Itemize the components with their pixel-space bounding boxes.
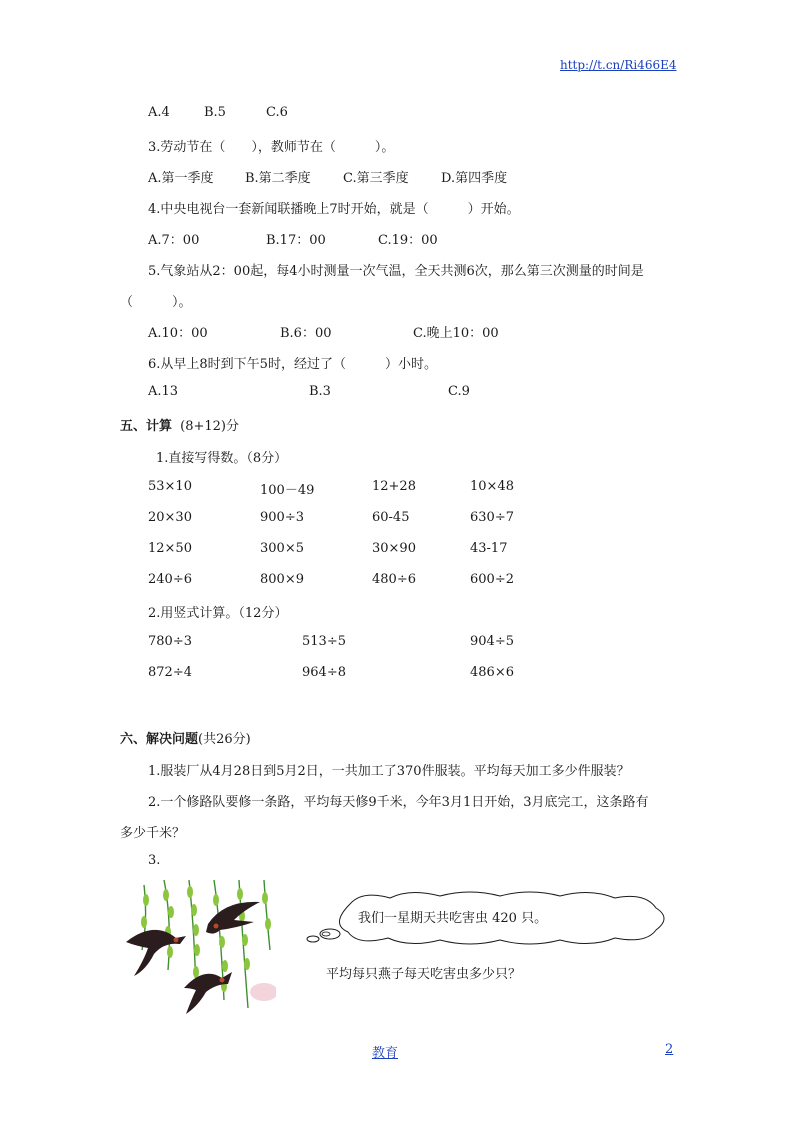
option-b: B.第二季度 [245, 171, 311, 186]
question-4: 4.中央电视台一套新闻联播晚上7时开始，就是（ ）开始。 [148, 202, 520, 217]
part-1-title: 1.直接写得数。（8分） [156, 451, 288, 466]
vertical-calc-item: 486×6 [470, 665, 514, 680]
calc-item: 630÷7 [470, 510, 514, 525]
swallows-illustration [124, 880, 276, 1015]
option-d: D.第四季度 [441, 171, 508, 186]
page-number[interactable]: 2 [665, 1042, 674, 1057]
option-b: B.6：00 [280, 326, 332, 341]
part-2-title: 2.用竖式计算。（12分） [148, 606, 288, 621]
problem-1: 1.服装厂从4月28日到5月2日，一共加工了370件服装。平均每天加工多少件服装？ [148, 764, 630, 779]
question-6: 6.从早上8时到下午5时，经过了（ ）小时。 [148, 357, 437, 372]
problem-2-line2: 多少千米？ [120, 826, 186, 841]
section-score: (8+12)分 [180, 419, 240, 434]
section-title: 五、计算 [120, 419, 173, 434]
option-b: B.17：00 [266, 233, 326, 248]
problem-3-label: 3. [148, 853, 161, 868]
option-c: C.晚上10：00 [413, 326, 499, 341]
calc-item: 800×9 [260, 572, 304, 587]
option-a: A.10：00 [148, 326, 208, 341]
calc-item: 12×50 [148, 541, 192, 556]
option-a: A.7：00 [148, 233, 200, 248]
section-score: (共26分) [198, 732, 251, 747]
calc-item: 300×5 [260, 541, 304, 556]
problem-2-line1: 2.一个修路队要修一条路，平均每天修9千米，今年3月1日开始，3月底完工，这条路有 [148, 795, 649, 810]
calc-item: 30×90 [372, 541, 416, 556]
calc-item: 600÷2 [470, 572, 514, 587]
calc-item: 20×30 [148, 510, 192, 525]
calc-item: 240÷6 [148, 572, 192, 587]
calc-item: 900÷3 [260, 510, 304, 525]
option-a: A.13 [148, 384, 179, 399]
calc-item: 10×48 [470, 479, 514, 494]
calc-item: 60-45 [372, 510, 410, 525]
problem-3-question: 平均每只燕子每天吃害虫多少只？ [326, 967, 522, 982]
question-3: 3.劳动节在（ ），教师节在（ ）。 [148, 140, 395, 155]
footer-link[interactable]: 教育 [372, 1046, 399, 1061]
vertical-calc-item: 780÷3 [148, 634, 192, 649]
option-c: C.6 [266, 105, 288, 120]
vertical-calc-item: 964÷8 [302, 665, 346, 680]
calc-item: 100－49 [260, 483, 315, 498]
question-5-line2: （ ）。 [120, 295, 192, 310]
option-a: A.第一季度 [148, 171, 214, 186]
vertical-calc-item: 513÷5 [302, 634, 346, 649]
option-c: C.第三季度 [343, 171, 409, 186]
option-c: C.9 [448, 384, 470, 399]
vertical-calc-item: 904÷5 [470, 634, 514, 649]
option-c: C.19：00 [378, 233, 438, 248]
option-b: B.5 [204, 105, 226, 120]
vertical-calc-item: 872÷4 [148, 665, 192, 680]
option-a: A.4 [148, 105, 170, 120]
calc-item: 12+28 [372, 479, 416, 494]
cloud-text: 我们一星期天共吃害虫 420 只。 [358, 911, 548, 926]
calc-item: 43-17 [470, 541, 508, 556]
calc-item: 53×10 [148, 479, 192, 494]
section-5-heading [120, 415, 239, 434]
header-url-link[interactable]: http://t.cn/Ri466E4 [560, 58, 677, 72]
calc-item: 480÷6 [372, 572, 416, 587]
option-b: B.3 [309, 384, 331, 399]
question-5-line1: 5.气象站从2：00起，每4小时测量一次气温，全天共测6次，那么第三次测量的时间是 [148, 264, 644, 279]
section-title: 六、解决问题 [120, 732, 199, 747]
section-6-heading [120, 728, 251, 747]
